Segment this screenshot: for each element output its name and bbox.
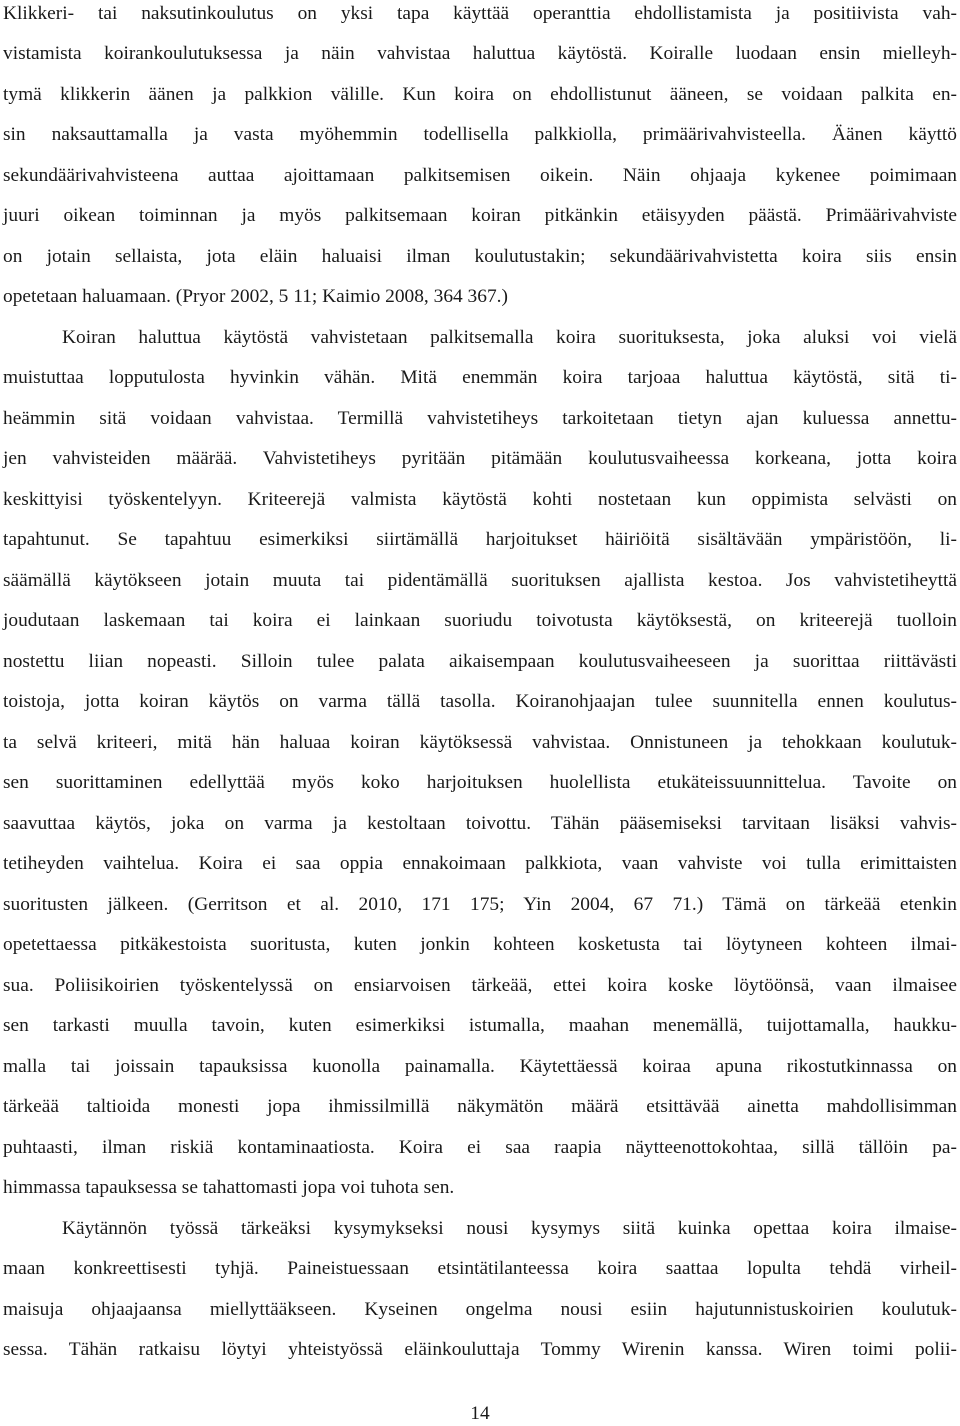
text-line: tärkeää taltioida monesti jopa ihmissilmillä näkymätön määrä etsittävää ainetta mahdollisimman bbox=[3, 1096, 957, 1117]
text-line: opetettaessa pitkäkestoista suoritusta, kuten jonkin kohteen kosketusta tai löytyneen kohteen ilmai- bbox=[3, 934, 957, 955]
text-line: joudutaan laskemaan tai koira ei lainkaan suoriudu toivotusta käytöksestä, on kriteerejä tuolloin bbox=[3, 610, 957, 631]
text-line: on jotain sellaista, jota eläin haluaisi ilman koulutustakin; sekundäärivahvistetta koira siis ensin bbox=[3, 246, 957, 267]
text-line: sen tarkasti muulla tavoin, kuten esimerkiksi istumalla, maahan menemällä, tuijottamalla, haukku- bbox=[3, 1015, 957, 1036]
text-line: Käytännön työssä tärkeäksi kysymykseksi nousi kysymys siitä kuinka opettaa koira ilmaise- bbox=[62, 1218, 957, 1239]
text-line: maisuja ohjaajaansa miellyttääkseen. Kyseinen ongelma nousi esiin hajutunnistuskoirien koulutuk- bbox=[3, 1299, 957, 1320]
text-line: saavuttaa käytös, joka on varma ja kestoltaan toivottu. Tähän pääsemiseksi tarvitaan lisäksi vahvis- bbox=[3, 813, 957, 834]
text-line: malla tai joissain tapauksissa kuonolla painamalla. Käytettäessä koiraa apuna rikostutkinnassa on bbox=[3, 1056, 957, 1077]
text-line: juuri oikean toiminnan ja myös palkitsemaan koiran pitkänkin etäisyyden päästä. Primäärivahviste bbox=[3, 205, 957, 226]
text-line: sin naksauttamalla ja vasta myöhemmin todellisella palkkiolla, primäärivahvisteella. Äänen käyttö bbox=[3, 124, 957, 145]
text-line: sen suorittaminen edellyttää myös koko harjoituksen huolellista etukäteissuunnittelua. Tavoite on bbox=[3, 772, 957, 793]
text-line: keskittyisi työskentelyyn. Kriteerejä valmista käytöstä kohti nostetaan kun oppimista selvästi on bbox=[3, 489, 957, 510]
text-line: sekundäärivahvisteena auttaa ajoittamaan palkitsemisen oikein. Näin ohjaaja kykenee poimimaan bbox=[3, 165, 957, 186]
text-line: tapahtunut. Se tapahtuu esimerkiksi siirtämällä harjoitukset häiriöitä sisältävään ympäristöön, li- bbox=[3, 529, 957, 550]
text-line: himmassa tapauksessa se tahattomasti jopa voi tuhota sen. bbox=[3, 1177, 455, 1198]
text-line: opetetaan haluamaan. (Pryor 2002, 5 11; Kaimio 2008, 364 367.) bbox=[3, 286, 508, 307]
text-line: sua. Poliisikoirien työskentelyssä on ensiarvoisen tärkeää, ettei koira koske löytöönsä, vaan ilmaisee bbox=[3, 975, 957, 996]
text-line: vistamista koirankoulutuksessa ja näin vahvistaa haluttua käytöstä. Koiralle luodaan ensin mielleyh- bbox=[3, 43, 957, 64]
text-line: tetiheyden vaihtelua. Koira ei saa oppia ennakoimaan palkkiota, vaan vahviste voi tulla erimittaisten bbox=[3, 853, 957, 874]
text-line: nostettu liian nopeasti. Silloin tulee palata aikaisempaan koulutusvaiheeseen ja suorittaa riittävästi bbox=[3, 651, 957, 672]
text-line: puhtaasti, ilman riskiä kontaminaatiosta. Koira ei saa raapia näytteenottokohtaa, sillä tällöin pa- bbox=[3, 1137, 957, 1158]
text-line: ta selvä kriteeri, mitä hän haluaa koiran käytöksessä vahvistaa. Onnistuneen ja tehokkaan koulutuk- bbox=[3, 732, 957, 753]
text-line: Klikkeri- tai naksutinkoulutus on yksi tapa käyttää operanttia ehdollistamista ja positiivista vah- bbox=[3, 3, 957, 24]
text-line: heämmin sitä voidaan vahvistaa. Termillä vahvistetiheys tarkoitetaan tietyn ajan kuluessa annettu- bbox=[3, 408, 957, 429]
text-line: tymä klikkerin äänen ja palkkion välille. Kun koira on ehdollistunut ääneen, se voidaan palkita en- bbox=[3, 84, 957, 105]
text-line: maan konkreettisesti tyhjä. Paineistuessaan etsintätilanteessa koira saattaa lopulta tehdä virheil- bbox=[3, 1258, 957, 1279]
text-line: suoritusten jälkeen. (Gerritson et al. 2010, 171 175; Yin 2004, 67 71.) Tämä on tärkeää etenkin bbox=[3, 894, 957, 915]
text-line: muistuttaa lopputulosta hyvinkin vähän. Mitä enemmän koira tarjoaa haluttua käytöstä, sitä ti- bbox=[3, 367, 957, 388]
page-number: 14 bbox=[470, 1403, 490, 1424]
text-line: toistoja, jotta koiran käytös on varma tällä tasolla. Koiranohjaajan tulee suunnitella ennen koulutus- bbox=[3, 691, 957, 712]
text-line: Koiran haluttua käytöstä vahvistetaan palkitsemalla koira suorituksesta, joka aluksi voi vielä bbox=[62, 327, 957, 348]
text-line: säämällä käytökseen jotain muuta tai pidentämällä suorituksen ajallista kestoa. Jos vahvistetiheyttä bbox=[3, 570, 957, 591]
text-line: sessa. Tähän ratkaisu löytyi yhteistyössä eläinkouluttaja Tommy Wirenin kanssa. Wiren toimi polii- bbox=[3, 1339, 957, 1360]
text-line: jen vahvisteiden määrää. Vahvistetiheys pyritään pitämään koulutusvaiheessa korkeana, jotta koira bbox=[3, 448, 957, 469]
